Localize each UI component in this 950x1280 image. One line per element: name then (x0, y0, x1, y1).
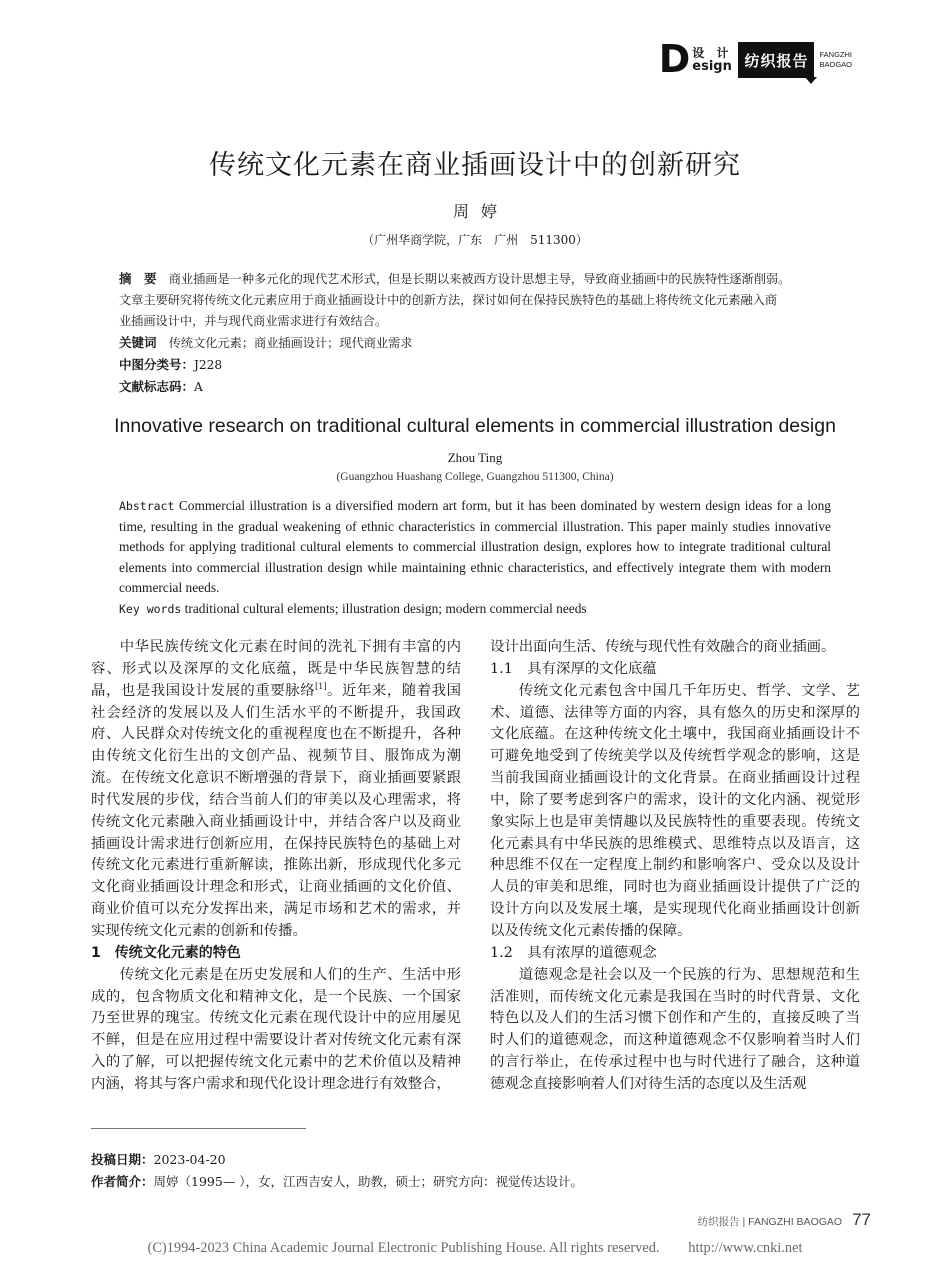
logo-journal-cn: 纺织报告 (738, 42, 814, 78)
footer-journal-name: 纺织报告 | FANGZHI BAOGAO (697, 1216, 843, 1228)
section-1-paragraph: 传统文化元素是在历史发展和人们的生产、生活中形成的，包含物质文化和精神文化，是一个民族、一个国家乃至世界的瑰宝。传统文化元素在现代设计中的应用屡见不鲜，但是在应用过程中需要设计者对传统文化元素有深入的了解，可以把握传统文化元素中的艺术价值以及精神内涵，将其与客户需求和现代化设计理念进行有效整合， (91, 966, 461, 1092)
received-date: 投稿日期：2023-04-20 (91, 1152, 226, 1167)
author-name-cn: 周婷 (452, 202, 509, 221)
section-heading-1-2: 1.2 具有浓厚的道德观念 (490, 944, 657, 961)
section-heading-1: 1 传统文化元素的特色 (91, 944, 241, 961)
body-column-right (490, 637, 860, 1096)
abstract-cn-line: 摘 要 商业插画是一种多元化的现代艺术形式，但是长期以来被西方设计思想主导，导致商业插画中的民族特性逐渐削弱。 (119, 271, 791, 286)
document-code: 文献标志码：A (119, 379, 203, 394)
clc-number: 中图分类号：J228 (119, 357, 223, 372)
abstract-cn-label: 摘 要 (119, 271, 157, 286)
body-column-left (91, 637, 461, 1096)
paper-title-en: Innovative research on traditional cultural elements in commercial illustration design (114, 415, 836, 437)
footnote-divider (91, 1128, 306, 1129)
abstract-cn (119, 268, 831, 398)
abstract-cn-line: 业插画设计中，并与现代商业需求进行有效结合。 (119, 314, 388, 328)
abstract-en (119, 496, 831, 620)
section-1-1-paragraph: 传统文化元素包含中国几千年历史、哲学、文学、艺术、道德、法律等方面的内容，具有悠久的历史和深厚的文化底蕴。在这种传统文化土壤中，我国商业插画设计不可避免地受到了传统美学以及传统哲学观念的影响，这是当前我国商业插画设计的文化背景。在商业插画设计过程中，除了要考虑到客户的需求，设计的文化内涵、视觉形象实际上也是审美情趣以及民族特性的重要表现。传统文化元素具有中华民族的思维模式、思维特点以及语言，这种思维不仅在一定程度上制约和影响客户、受众以及设计人员的审美和思维，同时也为商业插画设计提供了广泛的设计方向以及发展土壤，是实现现代化商业插画设计创新以及传统文化元素传播的保障。 (490, 682, 860, 939)
citation-ref[interactable]: [1] (315, 681, 327, 691)
logo-journal-en: FANGZHI BAOGAO (819, 50, 852, 69)
intro-paragraph: 中华民族传统文化元素在时间的洗礼下拥有丰富的内容、形式以及深厚的文化底蕴，既是中华民族智慧的结晶，也是我国设计发展的重要脉络[1]。近年来，随着我国社会经济的发展以及人们生活水平的不断提升，我国政府、人民群众对传统文化的重视程度也在不断提升，各种由传统文化衍生出的文创产品、视频节目、服饰成为潮流。在传统文化意识不断增强的背景下，商业插画要紧跟时代发展的步伐，结合当前人们的审美以及心理需求，将传统文化元素融入商业插画设计中，并结合客户以及商业插画设计需求进行创新应用，在保持民族特色的基础上对传统文化元素进行重新解读，推陈出新，形成现代化多元文化商业插画设计理念和形式，让商业插画的文化价值、商业价值可以充分发挥出来，满足市场和艺术的需求，并实现传统文化元素的创新和传播。 (91, 639, 461, 939)
copyright-watermark: (C)1994-2023 China Academic Journal Electronic Publishing House. All rights reserved. http://www.cnki.net (147, 1240, 803, 1256)
logo-d-letter: D (658, 37, 691, 81)
section-heading-1-1: 1.1 具有深厚的文化底蕴 (490, 660, 657, 677)
page-footer (698, 1210, 871, 1230)
abstract-en-body: Abstract Commercial illustration is a diversified modern art form, but it has been dominated by western design ideas for a long time, resulting in the gradual weakening of ethnic characteristics in commercial illustration. This paper mainly studies innovative methods for applying traditional cultural elements to commercial illustration design, explores how to integrate traditional cultural elements into commercial illustration design while maintaining ethnic characteristics, and effectively integrate them with modern commercial needs. (119, 498, 831, 596)
author-bio: 作者简介：周婷（1995— ），女，江西吉安人，助教，硕士；研究方向：视觉传达设计。 (91, 1174, 584, 1189)
keywords-en: Key words traditional cultural elements; illustration design; modern commercial needs (119, 600, 587, 616)
keywords-cn: 关键词 传统文化元素；商业插画设计；现代商业需求 (119, 335, 413, 350)
abstract-cn-line: 文章主要研究将传统文化元素应用于商业插画设计中的创新方法，探讨如何在保持民族特色的基础上将传统文化元素融入商 (119, 293, 778, 307)
section-1-paragraph-continued: 设计出面向生活、传统与现代性有效融合的商业插画。 (490, 639, 836, 655)
section-1-2-paragraph: 道德观念是社会以及一个民族的行为、思想规范和生活准则，而传统文化元素是我国在当时的时代背景、文化特色以及人们的生活习惯下创作和产生的，直接反映了当时人们的道德观念，而这种道德观念不仅影响着当时人们的言行举止，在传承过程中也与时代进行了融合，这种道德观念直接影响着人们对待生活的态度以及生活观 (490, 966, 860, 1092)
affiliation-en: (Guangzhou Huashang College, Guangzhou 511300, China) (336, 471, 614, 483)
paper-title-cn: 传统文化元素在商业插画设计中的创新研究 (209, 150, 741, 181)
logo-notch-decoration (805, 77, 817, 84)
journal-logo (658, 37, 852, 81)
logo-design-text: 设 计 esign (692, 46, 733, 74)
page-number: 77 (852, 1210, 871, 1229)
abstract-en-label: Abstract (119, 499, 175, 513)
author-name-en: Zhou Ting (447, 450, 503, 465)
affiliation-cn: （广州华商学院，广东 广州 511300） (362, 233, 588, 247)
